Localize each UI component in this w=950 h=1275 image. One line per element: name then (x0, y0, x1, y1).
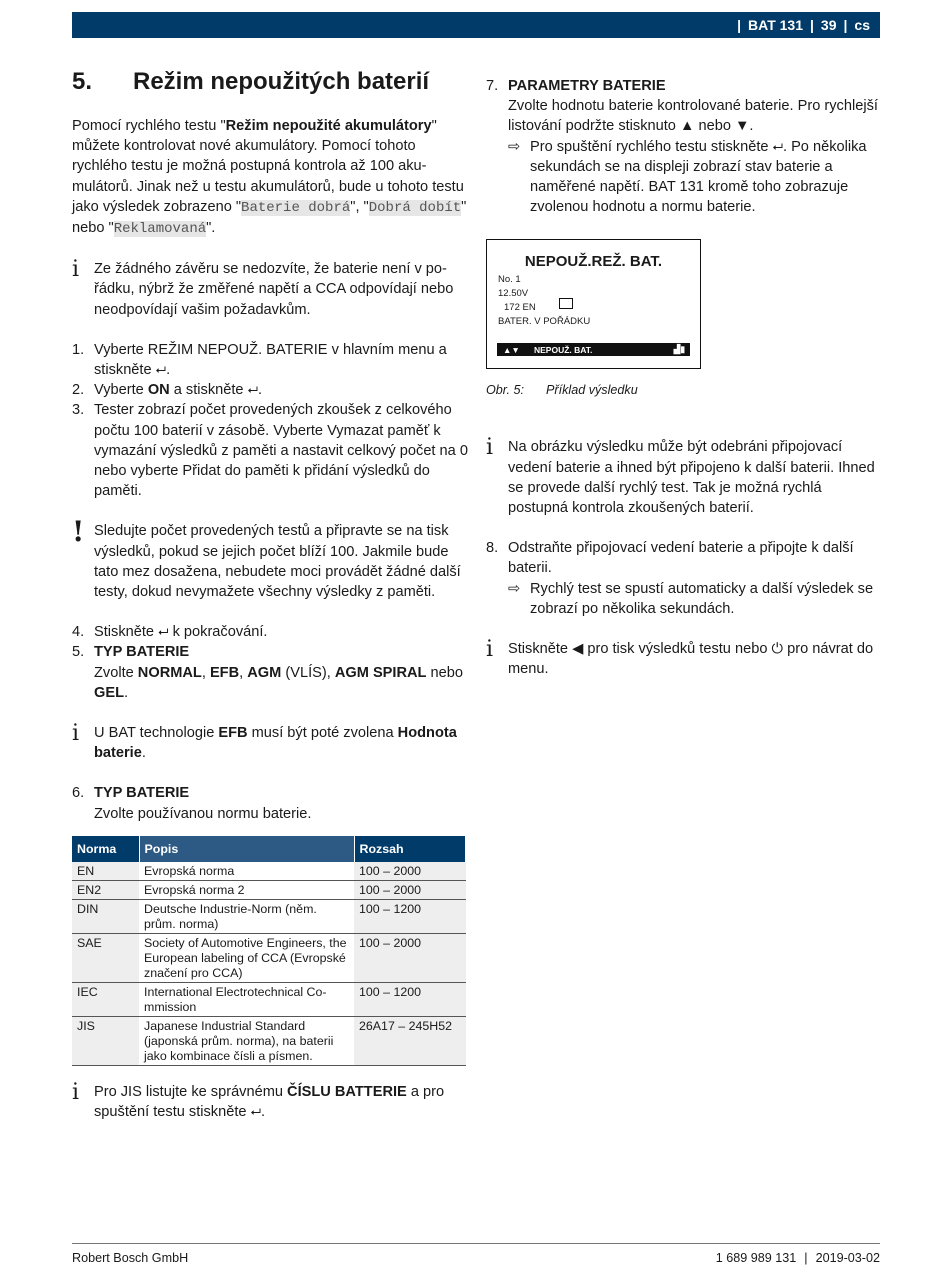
info-icon: i (486, 637, 494, 663)
step-text: k pokračování. (172, 624, 268, 641)
footer-company: Robert Bosch GmbH (72, 1251, 189, 1265)
intro-text: ", " (350, 198, 369, 215)
table-cell: EN2 (72, 880, 139, 899)
step-number: 5. (72, 644, 85, 661)
step-text: Zvolte hodnotu baterie kontrolované baterie. Pro rychlejší listování podržte stisknuto ▲ nebo ▼. (508, 98, 878, 135)
arrow-right-icon: ⇨ (508, 138, 521, 155)
printer-icon: ▟▮ (673, 344, 685, 355)
list-item: 1. Vyberte REŽIM NEPOUŽ. BATERIE v hlavním menu a stiskněte ⮠. (72, 340, 468, 380)
intro-paragraph (72, 116, 468, 239)
note-text: U BAT technologie (94, 725, 219, 742)
table-header-row (72, 836, 466, 862)
step-text: Zvolte (94, 664, 138, 681)
footer-separator: | (804, 1251, 808, 1265)
power-icon: ⏻ (771, 641, 784, 658)
step-text: . (124, 684, 129, 701)
table-cell: Evropská norma 2 (139, 880, 354, 899)
step-text: Odstraňte připojovací vedení baterie a připojte k další baterii. (508, 540, 854, 577)
step-number: 8. (486, 540, 499, 557)
column-header: Rozsah (354, 836, 466, 862)
step-text: Rychlý test se spustí automaticky a další výsledek se zobrazí po několika sekundách. (530, 580, 874, 617)
warning-note (72, 515, 468, 602)
screen-bar-text: ▲▼ NEPOUŽ. BAT. (503, 344, 593, 355)
header-page-number: 39 (820, 17, 837, 33)
arrow-right-icon: ⇨ (508, 580, 521, 597)
step-text: nebo (426, 664, 463, 681)
info-note-text: Ze žádného závěru se nedozvíte, že baterie není v pořádku, nýbrž že změřené napětí a CCA odpovídají nebo neodpovídají vašim požadavkům. (94, 261, 454, 318)
section-heading (72, 68, 468, 96)
step-text: Pro spuštění rychlého testu stiskněte (530, 138, 769, 155)
steps-list (72, 340, 468, 502)
battery-type-option: AGM SPIRAL (334, 664, 427, 681)
battery-type-option: GEL (94, 684, 124, 701)
table-row (72, 1016, 466, 1065)
list-item (72, 642, 468, 703)
enter-key-icon: ⮠ (247, 382, 258, 398)
table-cell: DIN (72, 899, 139, 933)
list-item (72, 400, 468, 501)
info-icon: i (72, 721, 80, 747)
step-number: 3. (72, 402, 85, 419)
step-text: Zvolte používanou normu baterie. (94, 805, 312, 822)
screen-status-bar (497, 343, 690, 356)
note-bold: Hodnota baterie (94, 725, 457, 762)
step-number: 1. (72, 341, 85, 358)
step-text: Stiskněte (94, 624, 155, 641)
result-subitem (508, 579, 880, 619)
step-bold: ON (147, 382, 170, 399)
table-cell: JIS (72, 1016, 139, 1065)
step-text: . Po několika sekundách se na displeji zobrazí stav baterie a naměřené napětí. BAT 131 kromě toho zobrazuje zvolenou hodnotu a normu baterie. (530, 138, 867, 216)
battery-norm-table (72, 836, 466, 1066)
screen-title: NEPOUŽ.REŽ. BAT. (524, 253, 663, 271)
list-item (72, 622, 468, 642)
screen-line: 172 EN (504, 302, 536, 314)
table-cell: 100 – 2000 (354, 862, 466, 881)
table-cell: SAE (72, 933, 139, 982)
note-text: Pro JIS listujte ke správnému (94, 1083, 288, 1100)
table-cell: Japanese Industrial Standard (japonská prům. norma), na baterii jako kombinace čísli a písmen. (139, 1016, 354, 1065)
note-bold: EFB (218, 725, 248, 742)
steps-list (72, 622, 468, 703)
result-label-charge: Dobrá dobít (368, 199, 462, 216)
table-cell: EN (72, 862, 139, 881)
intro-text: " můžete kontrolovat nové akumulátory. Pomocí tohoto rychlého testu je možná postupná kontrola až 100 akumulátorů. Jinak než u testu akumulátorů, bude u tohoto testu jako výsledek zobrazeno " (72, 118, 464, 215)
note-text: Stiskněte ◀ pro tisk výsledků testu nebo (508, 641, 772, 658)
table-cell: IEC (72, 982, 139, 1016)
step-text: Vyberte (94, 382, 148, 399)
info-icon: i (72, 257, 80, 283)
table-row (72, 880, 466, 899)
caption-label: Obr. 5: (486, 383, 525, 398)
table-cell: 100 – 1200 (354, 982, 466, 1016)
screen-line: BATER. V POŘÁDKU (498, 316, 591, 328)
step-number: 6. (72, 785, 85, 802)
result-label-good: Baterie dobrá (241, 199, 351, 216)
section-number: 5. (72, 68, 93, 95)
column-header: Norma (72, 836, 139, 862)
table-cell: 100 – 1200 (354, 899, 466, 933)
step-title: PARAMETRY BATERIE (508, 78, 666, 94)
screen-line: No. 1 (498, 274, 521, 286)
list-item (486, 76, 880, 217)
result-subitem (508, 137, 880, 218)
table-cell: 100 – 2000 (354, 880, 466, 899)
header-separator: | (810, 17, 814, 33)
intro-text: " nebo " (72, 198, 467, 237)
intro-text: ". (206, 220, 216, 237)
battery-ok-icon (559, 298, 573, 309)
list-item: 2. Vyberte ON a stiskněte ⮠. (72, 380, 468, 400)
info-note-text: Na obrázku výsledku může být odebráni připojovací vedení baterie a ihned být připojeno k další baterii. Ihned se provede další rychlý test. Tak je možná rychlá postupná kontrola zkoušených baterií. (508, 439, 875, 517)
step-text: , (201, 664, 210, 681)
step-text: a stiskněte (169, 382, 244, 399)
table-row (72, 899, 466, 933)
note-text: pro návrat do menu. (508, 641, 874, 678)
table-cell: 26A17 – 245H52 (354, 1016, 466, 1065)
result-label-replace: Reklamovaná (113, 221, 207, 238)
info-note: i Pro JIS listujte ke správnému ČÍSLU BATTERIE a pro spuštění testu stiskněte ⮠. (72, 1082, 468, 1122)
table-cell: International Electrotechnical Commission (139, 982, 354, 1016)
header-separator: | (843, 17, 848, 33)
info-note (486, 437, 880, 518)
table-cell: 100 – 2000 (354, 933, 466, 982)
column-header: Popis (139, 836, 354, 862)
step-text: Vyberte REŽIM NEPOUŽ. BATERIE v hlavním menu a stiskněte (94, 341, 447, 379)
step-text: Tester zobrazí počet provedených zkoušek z celkového počtu 100 baterií v zásobě. Vyberte Vymazat paměť k vymazání výsledků z paměti a nastavit celkový počet na 0 nebo vyberte Přidat do paměti k přidání výsledků do paměti. (94, 402, 468, 500)
intro-text: Pomocí rychlého testu " (72, 118, 226, 134)
enter-key-icon: ⮠ (158, 624, 169, 640)
intro-bold: Režim nepoužité akumulátory (225, 118, 432, 134)
footer-document-number: 1 689 989 131 (715, 1251, 797, 1265)
table-row (72, 933, 466, 982)
table-cell: Evropská norma (139, 862, 354, 881)
warning-note-text: Sledujte počet provedených testů a připravte se na tisk výsledků, pokud se jejich počet blíží 100. Jakmile bude tato mez dosažena, nebudete moci provádět žádné další testy, dokud nevymažete všechny výsledky z paměti. (94, 523, 461, 601)
list-item (486, 538, 880, 619)
figure-caption (486, 383, 880, 397)
warning-icon: ! (72, 515, 85, 549)
header-product: BAT 131 (748, 17, 803, 33)
info-note (72, 723, 468, 763)
enter-key-icon: ⮠ (772, 138, 783, 154)
table-cell: Society of Automotive Engineers, the European labeling of CCA (Evropské značení pro CCA) (139, 933, 354, 982)
right-column (486, 76, 880, 679)
step-text: , (239, 664, 248, 681)
page-footer (72, 1251, 880, 1265)
battery-type-option: EFB (209, 664, 240, 681)
info-note (486, 639, 880, 679)
note-text: musí být poté zvolena (247, 725, 398, 742)
step-text: (VLÍS), (281, 664, 335, 681)
note-bold: ČÍSLU BATTERIE (287, 1083, 407, 1100)
header-separator: | (737, 17, 742, 33)
info-icon: i (72, 1079, 80, 1105)
note-text: . (141, 745, 146, 762)
caption-text: Příklad výsledku (546, 383, 638, 398)
step-number: 2. (72, 382, 85, 399)
section-title: Režim nepoužitých baterií (133, 68, 430, 95)
battery-type-option: NORMAL (137, 664, 202, 681)
footer-date: 2019-03-02 (815, 1251, 880, 1265)
note-text: a pro spuštění testu stiskněte (94, 1083, 445, 1121)
enter-key-icon: ⮠ (250, 1104, 261, 1120)
table-cell: Deutsche Industrie-Norm (něm. prům. norma) (139, 899, 354, 933)
display-screen-figure (486, 239, 701, 369)
list-item (72, 783, 468, 823)
step-number: 7. (486, 78, 499, 94)
step-number: 4. (72, 624, 85, 641)
step-title: TYP BATERIE (94, 785, 190, 802)
step-title: TYP BATERIE (94, 644, 190, 661)
table-row (72, 982, 466, 1016)
table-row (72, 862, 466, 881)
enter-key-icon: ⮠ (155, 362, 167, 378)
info-note (72, 259, 468, 320)
battery-type-option: AGM (247, 664, 282, 681)
left-column (72, 60, 468, 1122)
header-language: cs (854, 17, 870, 33)
footer-divider (72, 1243, 880, 1244)
info-icon: i (486, 435, 494, 461)
screen-line: 12.50V (498, 288, 529, 300)
page-header-bar (72, 12, 880, 38)
